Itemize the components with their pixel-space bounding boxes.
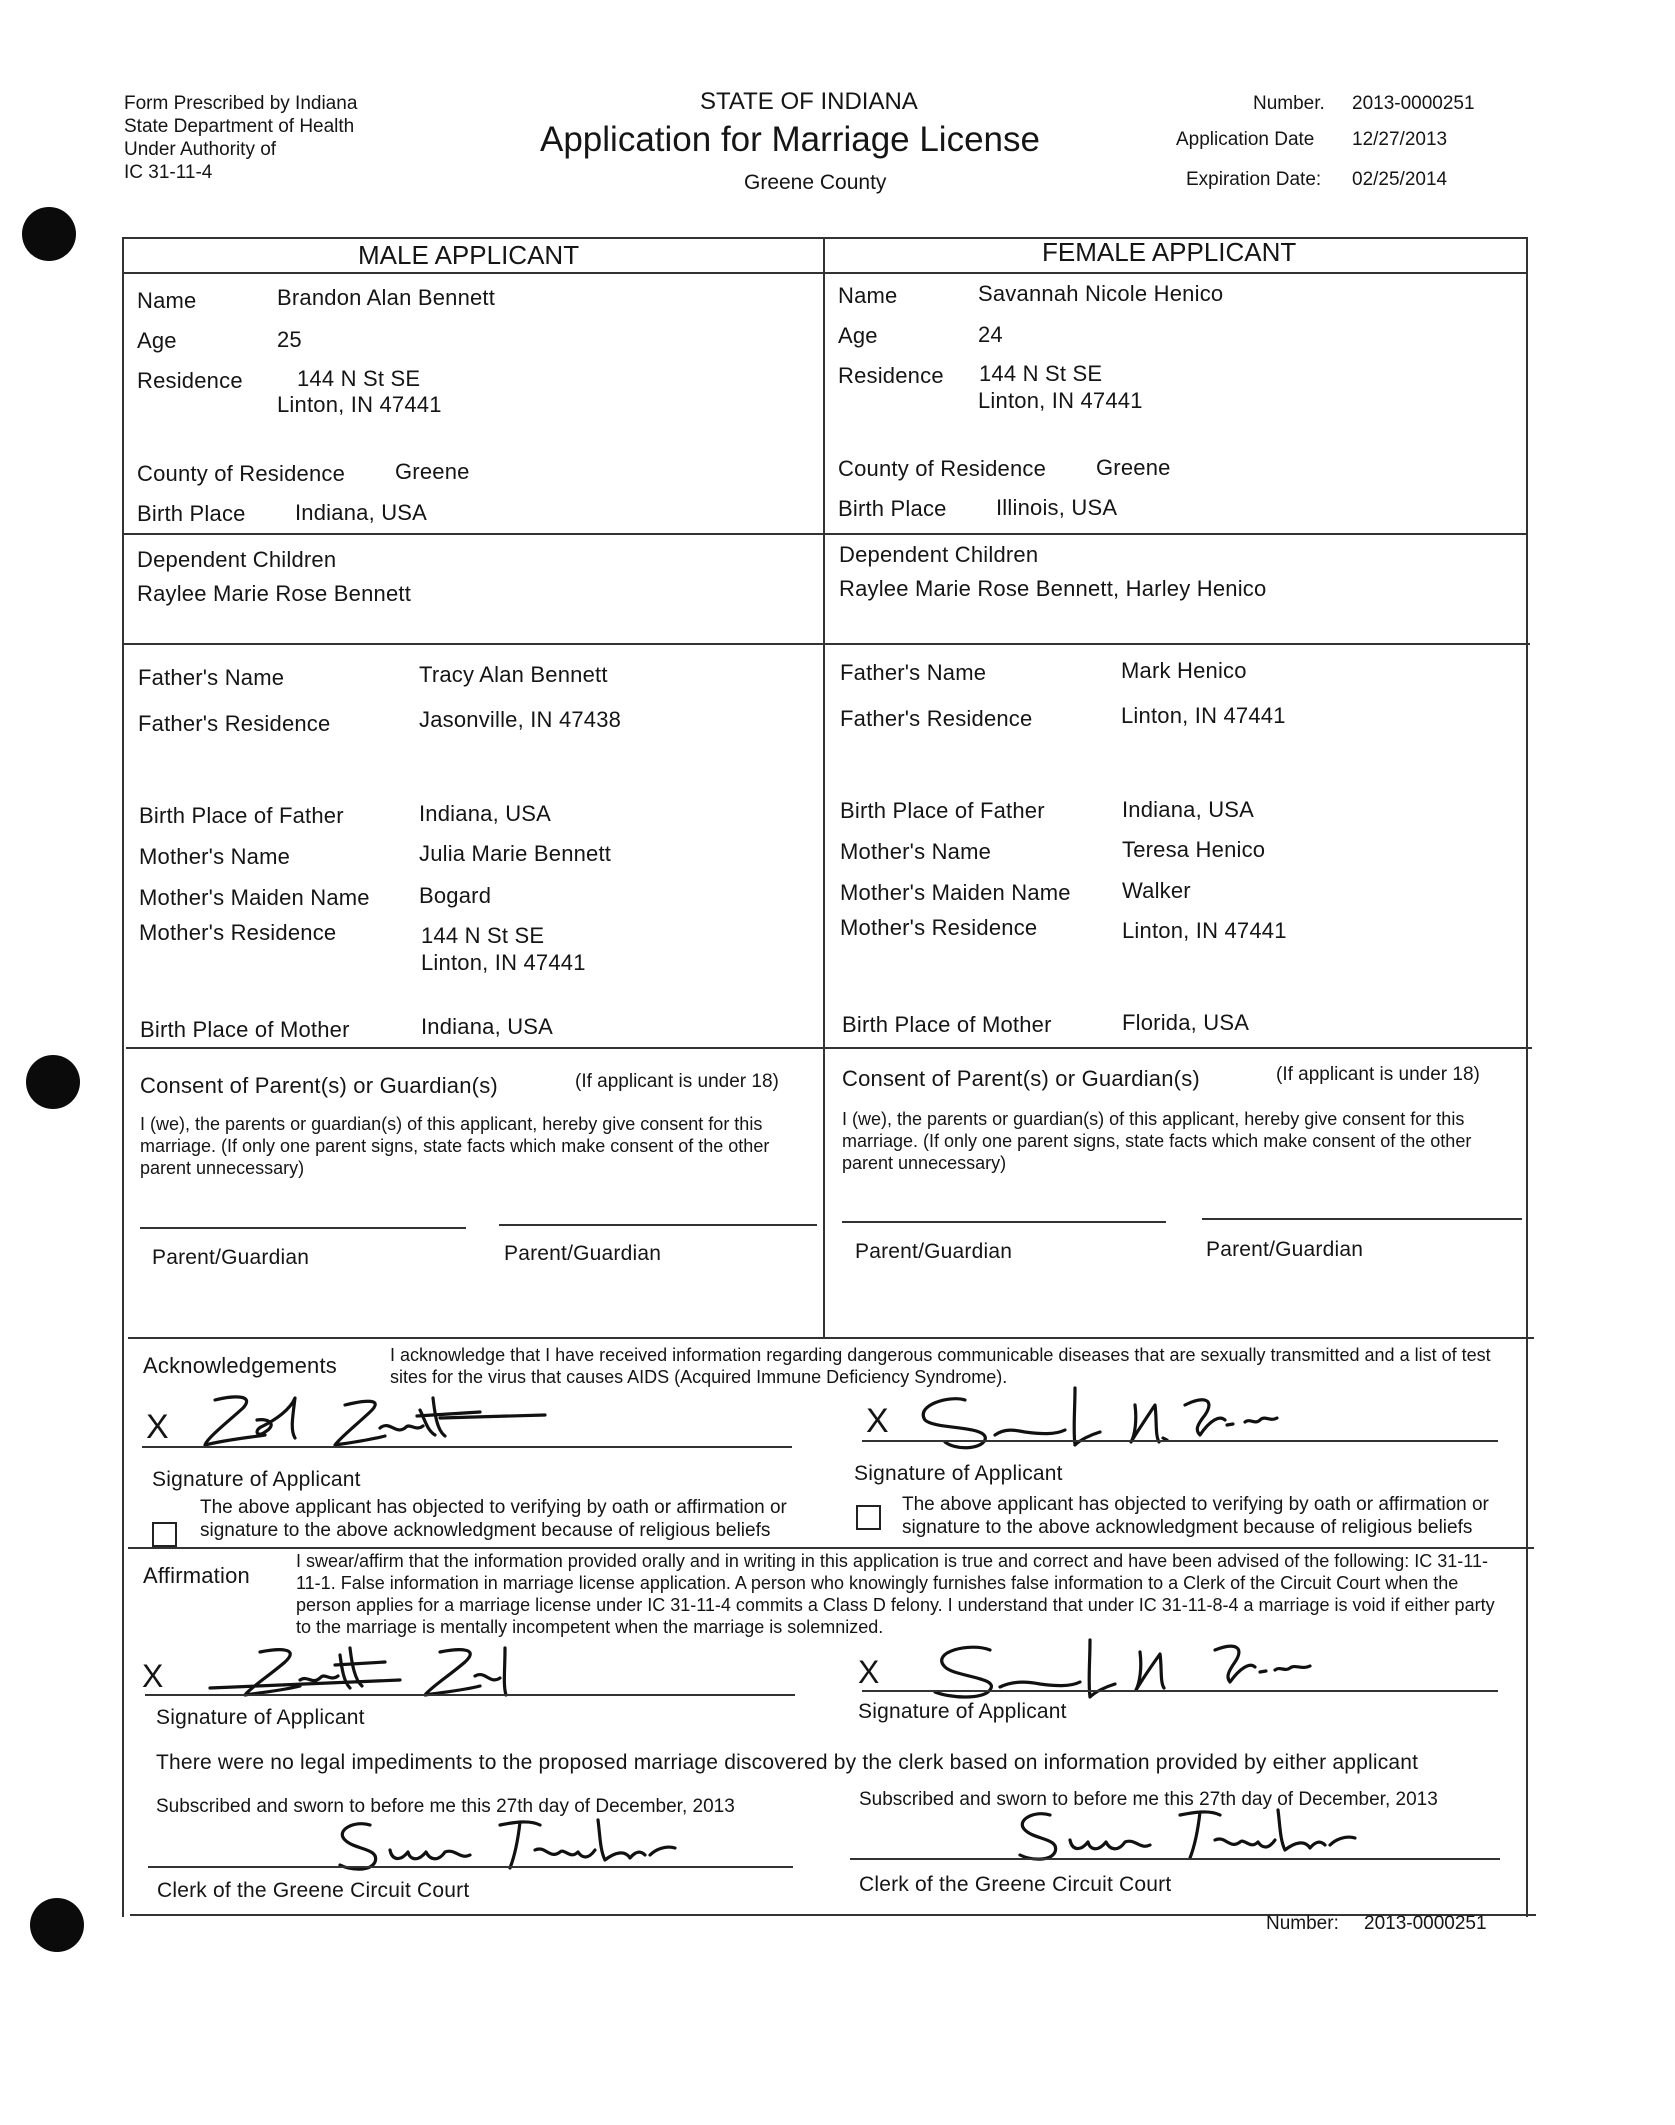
male-name: Brandon Alan Bennett <box>277 285 496 310</box>
female-mother-residence-label: Mother's Residence <box>840 915 1038 940</box>
acknowledgements-title: Acknowledgements <box>143 1353 337 1378</box>
male-mother-residence-line2: Linton, IN 47441 <box>421 950 586 975</box>
female-clerk-label: Clerk of the Greene Circuit Court <box>859 1873 1172 1896</box>
female-father-residence-label: Father's Residence <box>840 706 1033 731</box>
male-parent-guardian-label-1: Parent/Guardian <box>152 1246 310 1269</box>
rule-under-heading <box>122 272 1528 274</box>
female-birthplace-label: Birth Place <box>838 496 947 521</box>
male-county-label: County of Residence <box>137 461 346 486</box>
center-divider <box>823 237 825 1337</box>
male-father-birthplace: Indiana, USA <box>419 801 552 826</box>
form-title: Application for Marriage License <box>540 120 1040 159</box>
female-county-label: County of Residence <box>838 456 1047 481</box>
female-objection-checkbox[interactable] <box>856 1505 881 1530</box>
male-mother-maiden-label: Mother's Maiden Name <box>139 885 370 910</box>
male-objection-text: The above applicant has objected to verifying by oath or affirmation or signature to the above acknowledgment because of religious beliefs <box>200 1497 787 1541</box>
acknowledgements-text: I acknowledge that I have received information regarding dangerous communicable diseases that are sexually transmitted and a list of test sites for the virus that causes AIDS (Acquired Immune Deficiency Syndrome). <box>390 1345 1491 1387</box>
state-name: STATE OF INDIANA <box>700 88 918 115</box>
application-date-value: 12/27/2013 <box>1352 129 1448 150</box>
rule-under-children <box>124 643 1530 645</box>
female-mother-maiden: Walker <box>1122 878 1191 903</box>
male-mother-birthplace-label: Birth Place of Mother <box>140 1017 350 1042</box>
male-clerk-signature-line <box>148 1866 793 1868</box>
application-date-label: Application Date <box>1176 129 1315 150</box>
male-sworn-text: Subscribed and sworn to before me this 27th day of December, 2013 <box>156 1796 735 1817</box>
male-mother-residence-label: Mother's Residence <box>139 920 337 945</box>
female-name: Savannah Nicole Henico <box>978 281 1224 306</box>
rule-above-affirmation <box>128 1547 1534 1549</box>
male-parent-guardian-label-2: Parent/Guardian <box>504 1242 662 1265</box>
male-applicant-heading: MALE APPLICANT <box>358 240 580 270</box>
frame-left <box>122 237 124 1917</box>
male-age: 25 <box>277 327 302 352</box>
female-age: 24 <box>978 322 1003 347</box>
rule-under-mother <box>126 1047 1532 1049</box>
male-residence-line1: 144 N St SE <box>297 366 421 391</box>
affirmation-title: Affirmation <box>143 1563 250 1588</box>
male-county: Greene <box>395 459 470 484</box>
female-parent-signature-line-2 <box>1202 1218 1522 1220</box>
female-mother-birthplace-label: Birth Place of Mother <box>842 1012 1052 1037</box>
female-consent-text: I (we), the parents or guardian(s) of this applicant, hereby give consent for this marriage. (If only one parent signs, state facts which make consent of the other parent unnecessary) <box>842 1109 1472 1173</box>
male-children-label: Dependent Children <box>137 547 337 572</box>
male-father-birthplace-label: Birth Place of Father <box>139 803 344 828</box>
male-consent-text: I (we), the parents or guardian(s) of this applicant, hereby give consent for this marriage. (If only one parent signs, state facts which make consent of the other parent unnecessary) <box>140 1114 770 1178</box>
male-residence-line2: Linton, IN 47441 <box>277 392 442 417</box>
male-parent-signature-line-2 <box>499 1224 817 1226</box>
male-clerk-label: Clerk of the Greene Circuit Court <box>157 1879 470 1902</box>
male-father-residence: Jasonville, IN 47438 <box>419 707 622 732</box>
female-mother-birthplace: Florida, USA <box>1122 1010 1250 1035</box>
male-father-residence-label: Father's Residence <box>138 711 331 736</box>
male-children: Raylee Marie Rose Bennett <box>137 581 412 606</box>
male-objection-checkbox[interactable] <box>152 1522 177 1547</box>
male-father-name: Tracy Alan Bennett <box>419 662 608 687</box>
male-affirmation-signature-label: Signature of Applicant <box>156 1706 365 1729</box>
female-mother-maiden-label: Mother's Maiden Name <box>840 880 1071 905</box>
hole-punch <box>22 207 76 261</box>
impediments-statement: There were no legal impediments to the proposed marriage discovered by the clerk based on information provided by either applicant <box>156 1751 1419 1774</box>
female-father-birthplace-label: Birth Place of Father <box>840 798 1045 823</box>
male-name-label: Name <box>137 288 197 313</box>
male-ack-signature-line <box>142 1446 792 1448</box>
expiration-date-value: 02/25/2014 <box>1352 169 1448 190</box>
male-mother-name: Julia Marie Bennett <box>419 841 612 866</box>
male-consent-title: Consent of Parent(s) or Guardian(s) <box>140 1073 498 1098</box>
female-mother-name: Teresa Henico <box>1122 837 1266 862</box>
male-mother-birthplace: Indiana, USA <box>421 1014 554 1039</box>
hole-punch <box>26 1055 80 1109</box>
female-father-name-label: Father's Name <box>840 660 987 685</box>
expiration-date-label: Expiration Date: <box>1186 169 1322 190</box>
male-parent-signature-line-1 <box>140 1227 466 1229</box>
male-mother-residence-line1: 144 N St SE <box>421 923 545 948</box>
female-parent-guardian-label-2: Parent/Guardian <box>1206 1238 1364 1261</box>
female-residence-line1: 144 N St SE <box>979 361 1103 386</box>
rule-under-birthplace <box>122 533 1528 535</box>
female-parent-signature-line-1 <box>842 1221 1166 1223</box>
female-father-residence: Linton, IN 47441 <box>1121 703 1286 728</box>
female-clerk-signature-line <box>850 1858 1500 1860</box>
number-label: Number. <box>1253 93 1325 114</box>
female-birthplace: Illinois, USA <box>996 495 1118 520</box>
male-birthplace: Indiana, USA <box>295 500 428 525</box>
female-objection-text: The above applicant has objected to verifying by oath or affirmation or signature to the above acknowledgment because of religious beliefs <box>902 1494 1489 1538</box>
male-signature-x: X <box>146 1408 169 1446</box>
male-ack-signature-label: Signature of Applicant <box>152 1468 361 1491</box>
male-birthplace-label: Birth Place <box>137 501 246 526</box>
male-affirmation-signature-x: X <box>142 1658 164 1694</box>
female-father-birthplace: Indiana, USA <box>1122 797 1255 822</box>
male-applicant-signature <box>195 1390 545 1460</box>
female-mother-name-label: Mother's Name <box>840 839 992 864</box>
female-father-name: Mark Henico <box>1121 658 1247 683</box>
male-father-name-label: Father's Name <box>138 665 285 690</box>
female-affirmation-signature-x: X <box>858 1654 880 1690</box>
female-affirmation-signature-line <box>862 1690 1498 1692</box>
female-applicant-heading: FEMALE APPLICANT <box>1042 237 1297 267</box>
county-name: Greene County <box>744 171 887 194</box>
frame-top <box>122 237 1528 239</box>
male-affirmation-signature-line <box>145 1694 795 1696</box>
female-residence-label: Residence <box>838 363 944 388</box>
female-children: Raylee Marie Rose Bennett, Harley Henico <box>839 576 1267 601</box>
female-county: Greene <box>1096 455 1171 480</box>
female-consent-note: (If applicant is under 18) <box>1276 1064 1480 1085</box>
male-mother-maiden: Bogard <box>419 883 492 908</box>
female-parent-guardian-label-1: Parent/Guardian <box>855 1240 1013 1263</box>
female-mother-residence: Linton, IN 47441 <box>1122 918 1287 943</box>
number-value: 2013-0000251 <box>1352 93 1475 114</box>
female-ack-signature-line <box>862 1440 1498 1442</box>
affirmation-text: I swear/affirm that the information provided orally and in writing in this application is true and correct and have been advised of the following: IC 31-11-11-1. False information in marriage license application. A person who knowingly furnishes false information to a Clerk of the Circuit Court when the person applies for a marriage license under IC 31-11-4 commits a Class D felony. I understand that under IC 31-11-8-4 a marriage is void if either party to the marriage is mentally incompetent when the marriage is solemnized. <box>296 1551 1495 1637</box>
frame-right <box>1526 237 1528 1917</box>
female-consent-title: Consent of Parent(s) or Guardian(s) <box>842 1066 1200 1091</box>
female-name-label: Name <box>838 283 898 308</box>
female-applicant-signature <box>905 1380 1315 1455</box>
prescribed-by: Form Prescribed by Indiana State Department of Health Under Authority of IC 31-11-4 <box>124 93 358 183</box>
female-residence-line2: Linton, IN 47441 <box>978 388 1143 413</box>
footer-number-value: 2013-0000251 <box>1364 1913 1487 1934</box>
female-affirmation-signature-label: Signature of Applicant <box>858 1700 1067 1723</box>
male-mother-name-label: Mother's Name <box>139 844 291 869</box>
female-signature-x: X <box>866 1402 889 1440</box>
male-residence-label: Residence <box>137 368 243 393</box>
rule-above-ack <box>128 1337 1534 1339</box>
male-clerk-signature <box>330 1810 680 1880</box>
female-affirmation-signature <box>890 1632 1340 1707</box>
male-affirmation-signature <box>200 1640 560 1710</box>
female-age-label: Age <box>838 323 878 348</box>
male-age-label: Age <box>137 328 177 353</box>
hole-punch <box>30 1898 84 1952</box>
female-ack-signature-label: Signature of Applicant <box>854 1462 1063 1485</box>
male-consent-note: (If applicant is under 18) <box>575 1071 779 1092</box>
female-children-label: Dependent Children <box>839 542 1039 567</box>
female-sworn-text: Subscribed and sworn to before me this 27th day of December, 2013 <box>859 1789 1438 1810</box>
footer-number-label: Number: <box>1266 1913 1339 1934</box>
